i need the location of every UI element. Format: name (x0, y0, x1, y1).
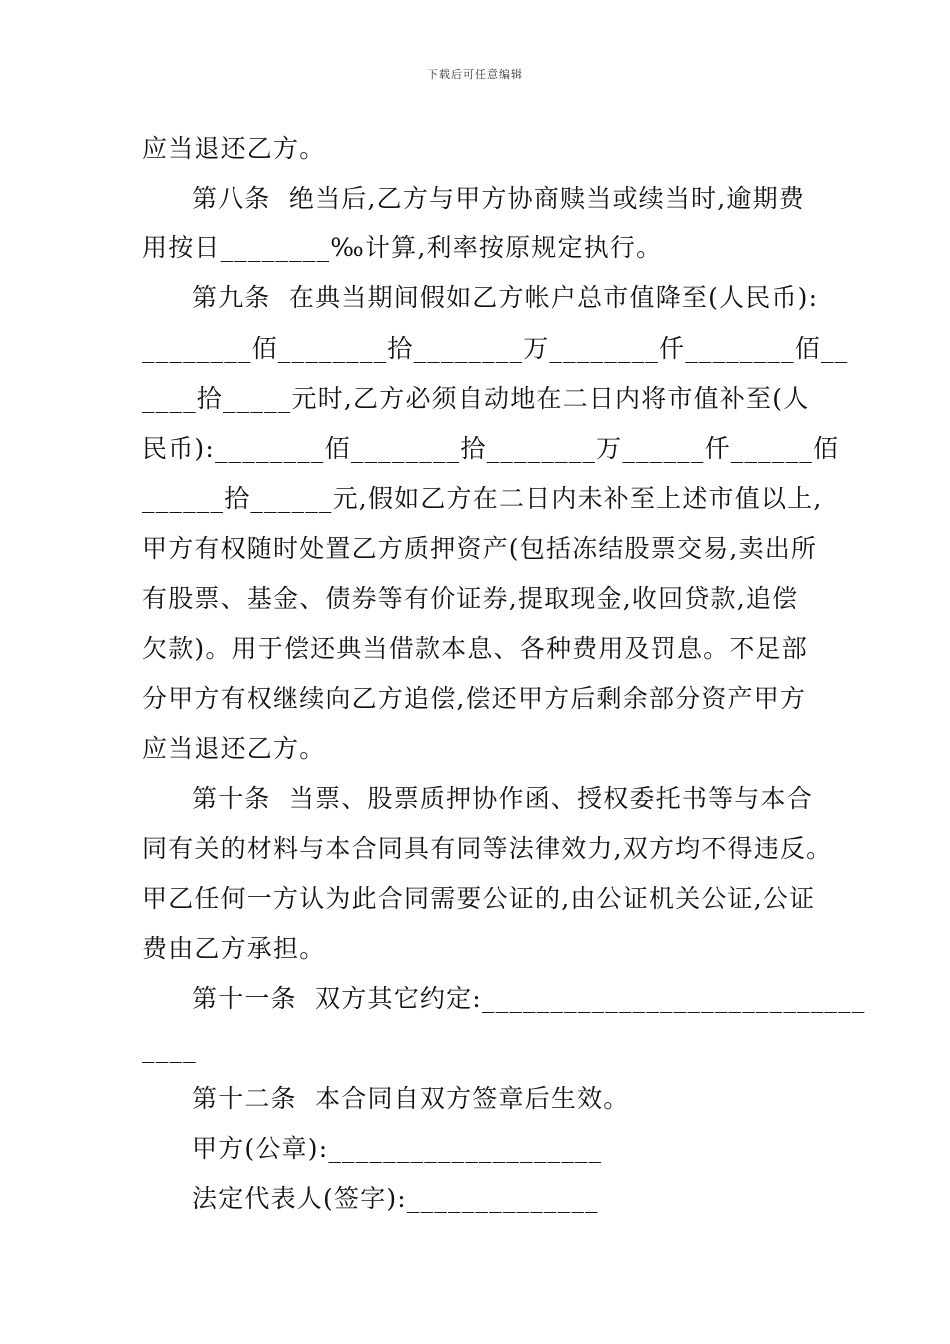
text-line: 费由乙方承担。 (142, 934, 326, 963)
article-9-line: 第九条 在典当期间假如乙方帐户总市值降至(人民币): (192, 283, 819, 312)
text-line: 用按日________‰计算,利率按原规定执行。 (142, 233, 663, 262)
text-line: 分甲方有权继续向乙方追偿,偿还甲方后剩余部分资产甲方 (142, 684, 807, 713)
text-line: 民币):________佰________拾________万______仟______佰 (142, 434, 840, 463)
legal-rep-signature-line: 法定代表人(签字):______________ (192, 1184, 599, 1213)
text-line: ________佰________拾________万________仟________佰__ (142, 334, 849, 363)
article-11-line: 第十一条 双方其它约定:____________________________ (192, 984, 866, 1013)
article-10-line: 第十条 当票、股票质押协作函、授权委托书等与本合 (192, 784, 813, 813)
text-line: ____拾_____元时,乙方必须自动地在二日内将市值补至(人 (142, 384, 810, 413)
text-line: 甲乙任何一方认为此合同需要公证的,由公证机关公证,公证 (142, 884, 816, 913)
party-a-seal-line: 甲方(公章):____________________ (192, 1134, 603, 1163)
text-line: 同有关的材料与本合同具有同等法律效力,双方均不得违反。 (142, 834, 833, 863)
page-header: 下载后可任意编辑 (427, 68, 523, 81)
text-line: ____ (142, 1034, 197, 1063)
text-line: ______拾______元,假如乙方在二日内未补至上述市值以上, (142, 484, 823, 513)
text-line: 应当退还乙方。 (142, 734, 326, 763)
text-line: 有股票、基金、债券等有价证券,提取现金,收回贷款,追偿 (142, 584, 799, 613)
text-line: 欠款)。用于偿还典当借款本息、各种费用及罚息。不足部 (142, 634, 808, 663)
text-line: 应当退还乙方。 (142, 134, 326, 163)
article-12-line: 第十二条 本合同自双方签章后生效。 (192, 1084, 630, 1113)
article-8-line: 第八条 绝当后,乙方与甲方协商赎当或续当时,逾期费 (192, 184, 805, 213)
text-line: 甲方有权随时处置乙方质押资产(包括冻结股票交易,卖出所 (142, 534, 818, 563)
